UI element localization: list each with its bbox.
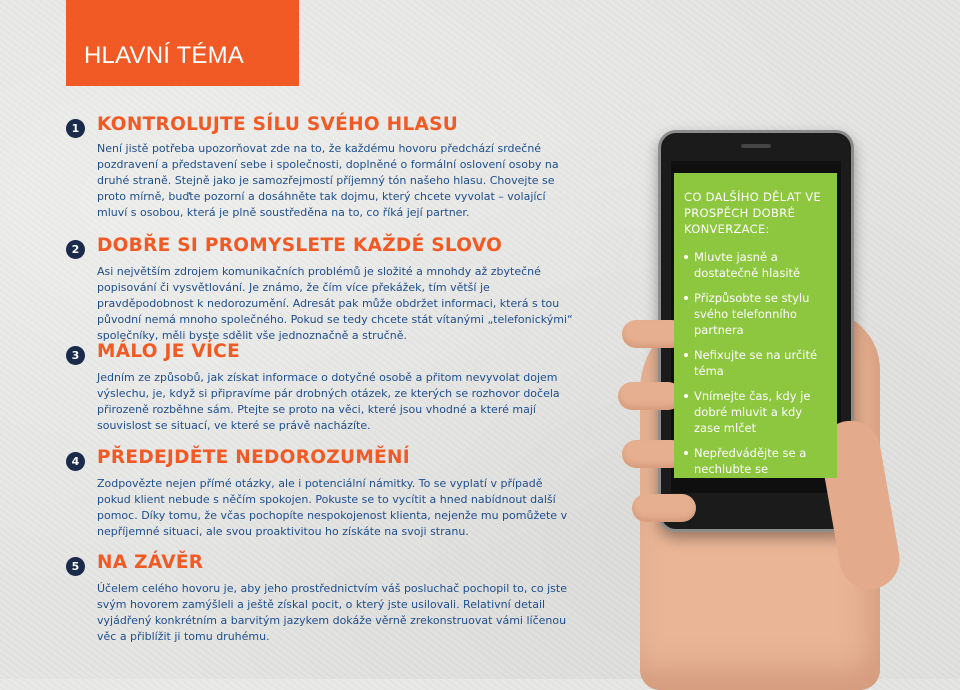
section-heading-3: MÁLO JE VÍCE	[97, 341, 241, 362]
tip-item	[684, 290, 827, 338]
bullet-icon	[684, 353, 688, 357]
section-heading-1: KONTROLUJTE SÍLU SVÉHO HLASU	[97, 114, 459, 135]
bullet-icon	[684, 394, 688, 398]
section-number-3: 3	[66, 346, 85, 365]
section-heading-5: NA ZÁVĚR	[97, 552, 204, 573]
section-text-5: Účelem celého hovoru je, aby jeho prostřednictvím váš posluchač pochopil to, co jste svým hovorem zamýšleli a ještě získal pocit, o který jste usilovali. Relativní detail vyjádřený konkrétním a barvitým jazykem dokáže věrně zrekonstruovat vámi líčenou věc a přiblížit ji tomu druhému.	[97, 582, 567, 643]
section-number-4: 4	[66, 452, 85, 471]
tip-text: Nefixujte se na určité téma	[694, 348, 818, 378]
section-text-4: Zodpovězte nejen přímé otázky, ale i potenciální námitky. To se vyplatí v případě pokud klient nebude s něčím spokojen. Pokuste se to vycítit a hned nabídnout další pomoc. Díky tomu, že včas pochopíte nespokojenost klienta, nejenže mu pomůžete v nepříjemné situaci, ale svou proaktivitou ho získáte na svoji stranu.	[97, 477, 568, 538]
section-text-1: Není jistě potřeba upozorňovat zde na to, že každému hovoru předchází srdečné pozdravení a představení sebe i společnosti, doplněné o formální oslovení osoby na druhé straně. Stejně jako je samozřejmostí příjemný tón našeho hlasu. Chovejte se proto mírně, buďte pozorní a dosáhněte tak dojmu, který chcete vyvolat – volající mluví s osobou, která je plně soustředěna na to, co říká její partner.	[97, 142, 559, 219]
phone-speaker	[741, 144, 771, 148]
tip-item	[684, 249, 827, 281]
section-heading-4: PŘEDEJDĚTE NEDOROZUMĚNÍ	[97, 447, 410, 468]
section-number-1: 1	[66, 119, 85, 138]
tip-text: Přizpůsobte se stylu svého telefonního partnera	[694, 291, 810, 337]
tip-item	[684, 445, 827, 477]
hand-finger	[618, 382, 682, 410]
bullet-icon	[684, 296, 688, 300]
bullet-icon	[684, 255, 688, 259]
tips-title: CO DALŠÍHO DĚLAT VE PROSPĚCH DOBRÉ KONVERZACE:	[684, 190, 821, 236]
tip-item	[684, 347, 827, 379]
section-number-2: 2	[66, 240, 85, 259]
bullet-icon	[684, 451, 688, 455]
page-title: HLAVNÍ TÉMA	[84, 42, 245, 69]
tip-text: Vnímejte čas, kdy je dobré mluvit a kdy zase mlčet	[694, 389, 811, 435]
title-banner	[66, 0, 299, 86]
tip-item	[684, 388, 827, 436]
hand-finger	[632, 494, 696, 522]
tip-text: Nepředvádějte se a nechlubte se	[694, 446, 807, 476]
section-number-5: 5	[66, 557, 85, 576]
section-text-3: Jedním ze způsobů, jak získat informace o dotyčné osobě a přitom nevyvolat dojem výslechu, je, když si připravíme pár drobných otázek, ze kterých se rozhovor dočela přirozeně rozběhne sám. Ptejte se proto na věci, které jsou vhodné a které mají souvislost se situací, ve které se právě nacházíte.	[97, 371, 560, 432]
tips-box	[674, 173, 837, 478]
tip-text: Mluvte jasně a dostatečně hlasitě	[694, 250, 801, 280]
tips-list	[684, 249, 827, 477]
section-heading-2: DOBŘE SI PROMYSLETE KAŽDÉ SLOVO	[97, 235, 503, 256]
section-text-2: Asi největším zdrojem komunikačních problémů je složité a mnohdy až zbytečné popisování či vysvětlování. Je známo, že čím více překážek, tím větší je pravděpodobnost k nedorozumění. Adresát pak může obdržet informaci, která s tou původní nemá mnoho společného. Pokud se tedy chcete stát vítanými „telefonickými“ společníky, měli byste sdělit vše jednoznačně a stručně.	[97, 265, 573, 342]
